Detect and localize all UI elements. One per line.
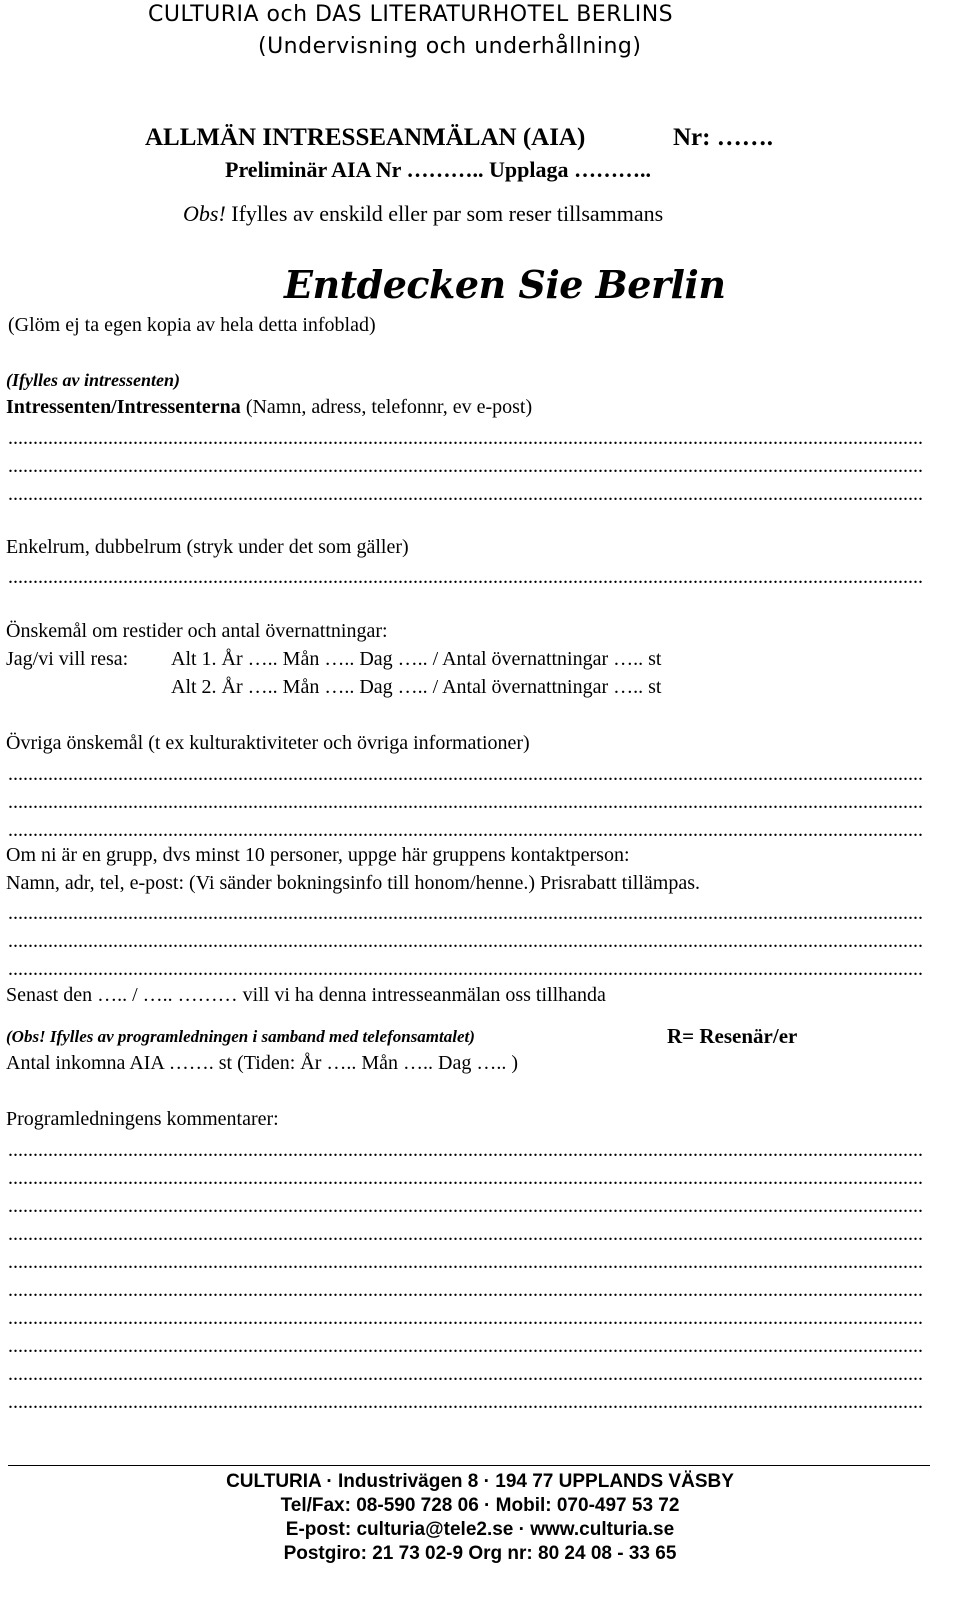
fill-line[interactable] bbox=[8, 566, 922, 589]
form-title: ALLMÄN INTRESSEANMÄLAN (AIA) bbox=[145, 124, 586, 151]
fill-line[interactable] bbox=[8, 1195, 922, 1218]
fill-line[interactable] bbox=[8, 1167, 922, 1190]
deadline-line[interactable]: Senast den ….. / ….. ……… vill vi ha denna intresseanmälan oss tillhanda bbox=[6, 984, 606, 1006]
legend-resenar: R= Resenär/er bbox=[667, 1024, 798, 1048]
other-wishes-label: Övriga önskemål (t ex kulturaktiviteter och övriga informationer) bbox=[6, 732, 530, 754]
room-type-label: Enkelrum, dubbelrum (stryk under det som gäller) bbox=[6, 536, 409, 558]
fill-line[interactable] bbox=[8, 427, 922, 450]
fill-line[interactable] bbox=[8, 455, 922, 478]
footer-address: CULTURIA · Industrivägen 8 · 194 77 UPPLANDS VÄSBY bbox=[226, 1471, 734, 1492]
travel-prefix: Jag/vi vill resa: bbox=[6, 648, 129, 670]
intressent-label-rest: (Namn, adress, telefonnr, ev e-post) bbox=[240, 396, 533, 418]
obs-text: Ifylles av enskild eller par som reser tillsammans bbox=[225, 201, 664, 226]
obs-line bbox=[183, 201, 663, 227]
copy-note: (Glöm ej ta egen kopia av hela detta infoblad) bbox=[8, 314, 376, 336]
fill-line[interactable] bbox=[8, 930, 922, 953]
fill-line[interactable] bbox=[8, 763, 922, 786]
comments-label: Programledningens kommentarer: bbox=[6, 1108, 279, 1130]
fill-line[interactable] bbox=[8, 1139, 922, 1162]
footer-phone: Tel/Fax: 08-590 728 06 · Mobil: 070-497 53 72 bbox=[280, 1495, 680, 1516]
form-number: Nr: ……. bbox=[673, 124, 773, 151]
footer-postgiro: Postgiro: 21 73 02-9 Org nr: 80 24 08 - 33 65 bbox=[283, 1543, 677, 1564]
travel-alt-1[interactable]: Alt 1. År ….. Mån ….. Dag ….. / Antal övernattningar ….. st bbox=[171, 648, 662, 670]
preliminary-line: Preliminär AIA Nr ……….. Upplaga ……….. bbox=[225, 157, 651, 182]
program-obs-note: (Obs! Ifylles av programledningen i samband med telefonsamtalet) bbox=[6, 1027, 475, 1046]
intressent-label bbox=[6, 396, 532, 419]
fill-line[interactable] bbox=[8, 1335, 922, 1358]
fill-line[interactable] bbox=[8, 1307, 922, 1330]
aia-count-line[interactable]: Antal inkomna AIA ……. st (Tiden: År ….. Mån ….. Dag ….. ) bbox=[6, 1052, 519, 1074]
fill-line[interactable] bbox=[8, 1279, 922, 1302]
fill-line[interactable] bbox=[8, 1391, 922, 1414]
header-line-1: CULTURIA och DAS LITERATURHOTEL BERLINS bbox=[148, 2, 674, 27]
fill-line[interactable] bbox=[8, 791, 922, 814]
fill-line[interactable] bbox=[8, 902, 922, 925]
footer-email-web: E-post: culturia@tele2.se · www.culturia.se bbox=[285, 1519, 675, 1540]
fill-line[interactable] bbox=[8, 1223, 922, 1246]
brand-title: Entdecken Sie Berlin bbox=[284, 262, 726, 307]
footer-divider bbox=[8, 1465, 930, 1466]
obs-word: Obs! bbox=[183, 201, 226, 226]
travel-alt-2[interactable]: Alt 2. År ….. Mån ….. Dag ….. / Antal övernattningar ….. st bbox=[171, 676, 662, 698]
filled-by-note: (Ifylles av intressenten) bbox=[6, 370, 180, 390]
fill-line[interactable] bbox=[8, 1363, 922, 1386]
fill-line[interactable] bbox=[8, 483, 922, 506]
dates-heading: Önskemål om restider och antal övernattningar: bbox=[6, 620, 388, 642]
header-line-2: (Undervisning och underhållning) bbox=[258, 34, 642, 59]
fill-line[interactable] bbox=[8, 819, 922, 842]
group-line-1: Om ni är en grupp, dvs minst 10 personer, uppge här gruppens kontaktperson: bbox=[6, 844, 630, 866]
intressent-label-bold: Intressenten/Intressenterna bbox=[6, 396, 241, 418]
fill-line[interactable] bbox=[8, 1251, 922, 1274]
fill-line[interactable] bbox=[8, 958, 922, 981]
group-line-2: Namn, adr, tel, e-post: (Vi sänder bokningsinfo till honom/henne.) Prisrabatt tillämpas. bbox=[6, 872, 700, 894]
